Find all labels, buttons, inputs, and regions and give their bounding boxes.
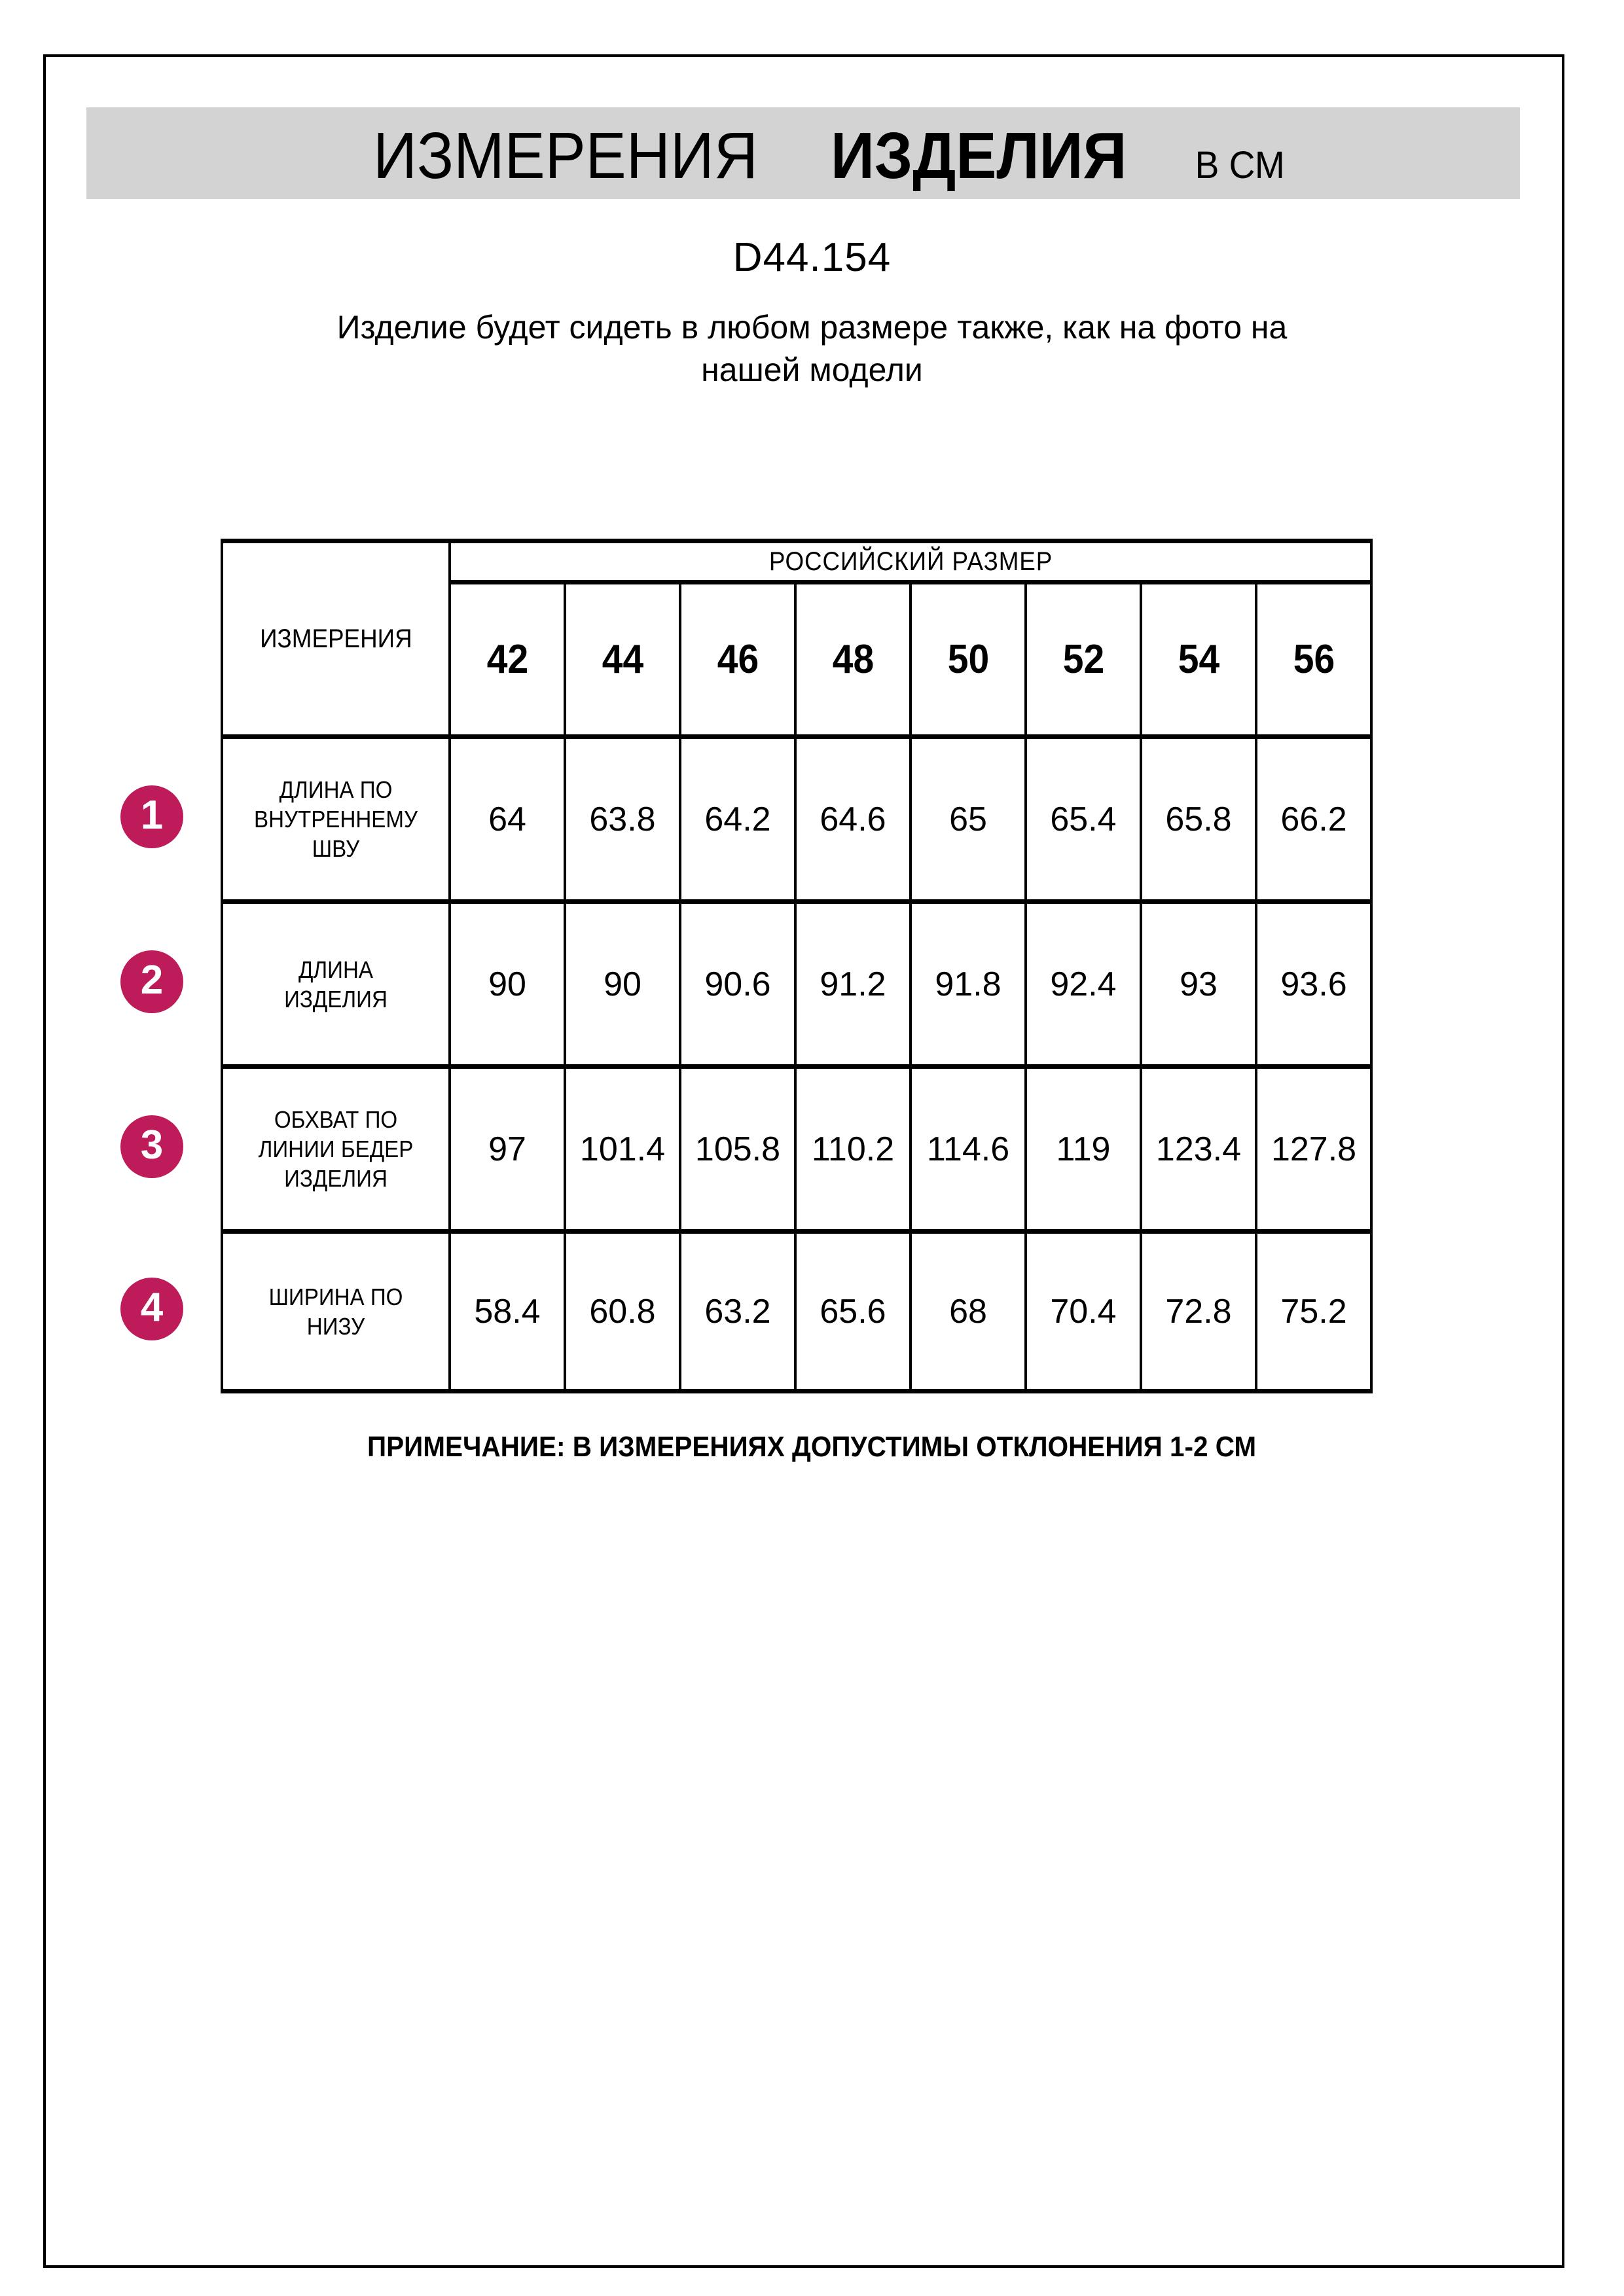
value-cell: 60.8	[565, 1232, 680, 1391]
group-header-row	[222, 541, 1371, 583]
measurement-row	[222, 902, 1371, 1067]
value-cell: 119	[1026, 1067, 1141, 1232]
size-column-header: 42	[450, 583, 565, 737]
page-title	[359, 119, 1288, 192]
note: ПРИМЕЧАНИЕ: В ИЗМЕРЕНИЯХ ДОПУСТИМЫ ОТКЛОНЕНИЯ 1-2 СМ	[367, 1431, 1257, 1463]
value-cell: 101.4	[565, 1067, 680, 1232]
measurements-corner-header: ИЗМЕРЕНИЯ	[222, 541, 450, 737]
value-cell: 75.2	[1256, 1232, 1371, 1391]
value-cell: 68	[911, 1232, 1026, 1391]
badge-number: 4	[140, 1285, 164, 1330]
value-cell: 90.6	[680, 902, 795, 1067]
badge-number: 3	[140, 1122, 164, 1168]
value-cell: 65.8	[1141, 737, 1256, 902]
product-code: D44.154	[732, 235, 892, 280]
units-label: В СМ	[1195, 144, 1285, 187]
measurement-row	[222, 1232, 1371, 1391]
value-cell: 92.4	[1026, 902, 1141, 1067]
value-cell: 58.4	[450, 1232, 565, 1391]
row-label: ДЛИНА ПО ВНУТРЕННЕМУ ШВУ	[222, 737, 450, 902]
row-number-badge-2	[120, 950, 183, 1013]
value-cell: 63.2	[680, 1232, 795, 1391]
value-cell: 65.6	[795, 1232, 911, 1391]
badge-number: 2	[140, 958, 164, 1003]
value-cell: 114.6	[911, 1067, 1026, 1232]
value-cell: 90	[565, 902, 680, 1067]
size-column-header: 56	[1256, 583, 1371, 737]
size-column-header: 48	[795, 583, 911, 737]
value-cell: 66.2	[1256, 737, 1371, 902]
subtitle	[0, 306, 1624, 391]
title-band	[86, 107, 1520, 199]
value-cell: 63.8	[565, 737, 680, 902]
page-title-measurements: ИЗМЕРЕНИЯ	[372, 119, 758, 192]
row-label: ШИРИНА ПО НИЗУ	[222, 1232, 450, 1391]
value-cell: 64.2	[680, 737, 795, 902]
size-column-header: 46	[680, 583, 795, 737]
value-cell: 70.4	[1026, 1232, 1141, 1391]
value-cell: 64.6	[795, 737, 911, 902]
value-cell: 93.6	[1256, 902, 1371, 1067]
page-title-product: ИЗДЕЛИЯ	[830, 119, 1127, 192]
value-cell: 65.4	[1026, 737, 1141, 902]
value-cell: 127.8	[1256, 1067, 1371, 1232]
badge-number: 1	[140, 793, 164, 838]
subtitle-line-1: Изделие будет сидеть в любом размере также, как на фото на	[336, 309, 1288, 346]
row-number-badge-1	[120, 785, 183, 848]
measurement-row	[222, 1067, 1371, 1232]
size-column-header: 54	[1141, 583, 1256, 737]
value-cell: 91.8	[911, 902, 1026, 1067]
value-cell: 91.2	[795, 902, 911, 1067]
size-column-header: 52	[1026, 583, 1141, 737]
subtitle-line-2: нашей модели	[701, 351, 923, 388]
size-column-header: 50	[911, 583, 1026, 737]
russian-size-header: РОССИЙСКИЙ РАЗМЕР	[450, 541, 1371, 583]
size-column-header: 44	[565, 583, 680, 737]
value-cell: 97	[450, 1067, 565, 1232]
value-cell: 110.2	[795, 1067, 911, 1232]
value-cell: 123.4	[1141, 1067, 1256, 1232]
value-cell: 93	[1141, 902, 1256, 1067]
size-table	[221, 539, 1373, 1393]
value-cell: 64	[450, 737, 565, 902]
row-label: ДЛИНА ИЗДЕЛИЯ	[222, 902, 450, 1067]
row-number-badge-4	[120, 1278, 183, 1340]
measurement-row	[222, 737, 1371, 902]
value-cell: 105.8	[680, 1067, 795, 1232]
value-cell: 90	[450, 902, 565, 1067]
row-number-badge-3	[120, 1115, 183, 1178]
value-cell: 72.8	[1141, 1232, 1256, 1391]
row-label: ОБХВАТ ПО ЛИНИИ БЕДЕР ИЗДЕЛИЯ	[222, 1067, 450, 1232]
value-cell: 65	[911, 737, 1026, 902]
